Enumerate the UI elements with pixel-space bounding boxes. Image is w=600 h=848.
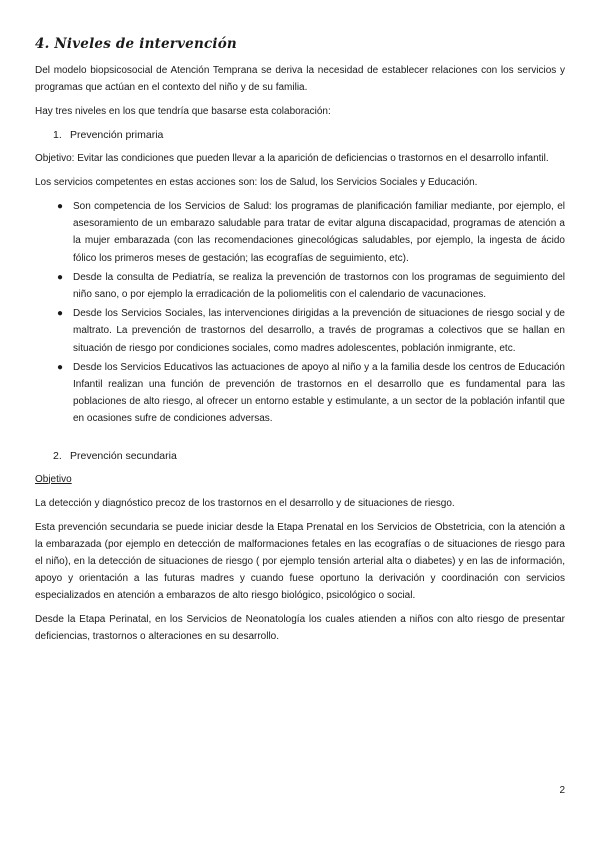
list-item: ● Desde la consulta de Pediatría, se realiza la prevención de trastornos con los programas de seguimiento del niño sano, o por ejemplo la erradicación de la poliomelitis con el calendario de vacunaciones.	[35, 269, 565, 303]
bullet-icon: ●	[57, 361, 64, 373]
primary-prevention-item	[35, 127, 565, 144]
list-item: ● Desde los Servicios Educativos las actuaciones de apoyo al niño y a la familia desde los centros de Educación Infantil realizan una función de prevención de trastornos en el desarrollo que es fundamental para las poblaciones de alto riesgo, al ofrecer un entorno estable y estimulante, a un sector de la población infantil que en ocasiones sufre de condiciones adversas.	[35, 359, 565, 428]
section-heading: 4. Niveles de intervención	[35, 36, 237, 52]
list-item: ● Son competencia de los Servicios de Salud: los programas de planificación familiar mediante, por ejemplo, el asesoramiento de un embarazo saludable para tratar de evitar alguna discapacidad, programas de atención a la mujer embarazada (con las recomendaciones ginecológicas saludables, por ejemplo, la ingesta de ácido fólico los primeros meses de gestación; las ecografías de seguimiento, etc).	[35, 198, 565, 267]
intro-paragraph: Del modelo biopsicosocial de Atención Temprana se deriva la necesidad de establecer relaciones con los servicios y programas que actúan en el contexto del niño y de su familia.	[35, 65, 565, 93]
bullet-icon: ●	[57, 271, 64, 283]
list-item: ● Desde los Servicios Sociales, las intervenciones dirigidas a la prevención de situaciones de riesgo social y de maltrato. La prevención de trastornos del desarrollo, a través de programas a colectivos que se hallan en situación de riesgo por condiciones sociales, como madres adolescentes, población inmigrante, etc.	[35, 305, 565, 357]
intro-levels-paragraph: Hay tres niveles en los que tendría que basarse esta colaboración:	[35, 106, 331, 117]
page-number: 2	[559, 785, 565, 796]
bullet-icon: ●	[57, 308, 64, 320]
bullet-icon: ●	[57, 201, 64, 212]
secondary-objective-label: Objetivo	[35, 473, 72, 485]
secondary-prevention-item	[35, 448, 565, 465]
primary-objective: Objetivo: Evitar las condiciones que pueden llevar a la aparición de deficiencias o trastornos en el desarrollo infantil.	[35, 153, 549, 164]
secondary-paragraph-2: Desde la Etapa Perinatal, en los Servicios de Neonatología los cuales atienden a niños con alto riesgo de presentar deficiencias, trastornos o alteraciones en su desarrollo.	[35, 613, 565, 642]
secondary-objective-text: La detección y diagnóstico precoz de los trastornos en el desarrollo y de situaciones de riesgo.	[35, 497, 455, 509]
primary-number: 1.	[53, 129, 62, 141]
secondary-paragraph-1: Esta prevención secundaria se puede iniciar desde la Etapa Prenatal en los Servicios de Obstetricia, con la atención a la embarazada (por ejemplo en detección de malformaciones fetales en las ecografías o de situaciones de riesgo para el niño), en la detección de situaciones de riesgo ( por ejemplo tensión arterial alta o diabetes) y en las de información, apoyo y orientación a las futuras madres y cuando fuese oportuno la derivación y coordinación con servicios especializados en atención a embarazos de alto riesgo biológico, psicológico o social.	[35, 521, 565, 601]
document-page	[35, 36, 565, 652]
primary-services: Los servicios competentes en estas acciones son: los de Salud, los Servicios Sociales y Educación.	[35, 177, 478, 188]
secondary-number: 2.	[53, 449, 62, 462]
secondary-title: Prevención secundaria	[70, 449, 177, 462]
primary-title: Prevención primaria	[70, 129, 164, 141]
primary-bullet-list	[35, 198, 565, 428]
